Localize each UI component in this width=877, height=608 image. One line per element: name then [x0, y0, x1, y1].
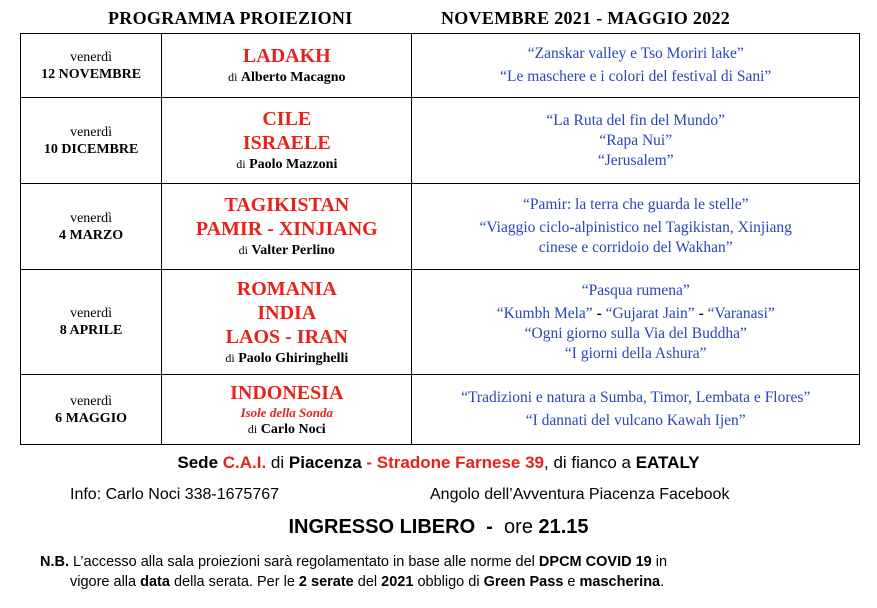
country-cell [162, 34, 412, 98]
films-cell [412, 98, 860, 184]
country-name: CILE [262, 108, 312, 130]
country-name: INDONESIA [230, 381, 344, 404]
event-date: 4 MARZO [58, 227, 124, 243]
film-title: “I giorni della Ashura” [564, 344, 707, 362]
table-row [21, 98, 860, 184]
weekday: venerdì [70, 124, 113, 140]
event-date: 6 MAGGIO [55, 410, 128, 426]
facebook-info: Angolo dell’Avventura Piacenza Facebook [430, 486, 730, 503]
date-cell [21, 375, 162, 445]
header [0, 8, 877, 32]
weekday: venerdì [70, 306, 113, 321]
film-title: “Pamir: la terra che guarda le stelle” [522, 196, 749, 213]
author: di Paolo Ghiringhelli [225, 350, 349, 366]
country-cell [162, 270, 412, 375]
film-title: “Ogni giorno sulla Via del Buddha” [524, 324, 747, 342]
event-date: 8 APRILE [59, 323, 123, 338]
country-name: INDIA [257, 301, 317, 324]
weekday: venerdì [70, 393, 113, 409]
program-title: PROGRAMMA PROIEZIONI [108, 8, 353, 28]
film-title: “Jerusalem” [597, 151, 674, 169]
entry-line: INGRESSO LIBERO - ore 21.15 [288, 516, 589, 538]
author: di Valter Perlino [238, 243, 336, 258]
country-name: LADAKH [242, 45, 331, 67]
weekday: venerdì [70, 210, 113, 226]
date-cell [21, 184, 162, 270]
country-cell [162, 184, 412, 270]
film-title-multi: “Kumbh Mela” - “Gujarat Jain” - “Varanasi” [496, 304, 775, 322]
contact-info: Info: Carlo Noci 338-1675767 [70, 486, 280, 503]
author: di Alberto Macagno [228, 70, 346, 85]
date-cell [21, 270, 162, 375]
country-cell [162, 375, 412, 445]
venue-line: Sede C.A.I. di Piacenza - Stradone Farnese 39, di fianco a EATALY [177, 453, 700, 472]
film-title: “Pasqua rumena” [581, 281, 690, 299]
schedule-table [20, 33, 860, 445]
country-cell [162, 98, 412, 184]
event-date: 10 DICEMBRE [43, 141, 139, 157]
film-title: “Viaggio ciclo-alpinistico nel Tagikistan, Xinjiang [479, 219, 792, 236]
films-cell [412, 270, 860, 375]
table-row [21, 34, 860, 98]
country-name: ROMANIA [236, 277, 337, 300]
film-title: “I dannati del vulcano Kawah Ijen” [525, 412, 746, 429]
film-title: cinese e corridoio del Wakhan” [538, 239, 733, 256]
program-period: NOVEMBRE 2021 - MAGGIO 2022 [441, 8, 731, 28]
film-title: “Zanskar valley e Tso Moriri lake” [527, 45, 744, 62]
films-cell [412, 184, 860, 270]
country-name: ISRAELE [242, 132, 331, 154]
table-row [21, 184, 860, 270]
film-title: “Rapa Nui” [599, 131, 673, 149]
weekday: venerdì [70, 49, 113, 65]
date-cell [21, 34, 162, 98]
film-title: “La Ruta del fin del Mundo” [546, 111, 726, 129]
author: di Carlo Noci [247, 421, 326, 437]
country-name: TAGIKISTAN [224, 194, 350, 216]
table-row [21, 375, 860, 445]
country-subtitle: Isole della Sonda [240, 404, 334, 420]
film-title: “Tradizioni e natura a Sumba, Timor, Lembata e Flores” [461, 389, 811, 406]
country-name: LAOS - IRAN [225, 325, 348, 348]
films-cell [412, 375, 860, 445]
date-cell [21, 98, 162, 184]
event-date: 12 NOVEMBRE [41, 66, 142, 82]
table-row [21, 270, 860, 375]
film-title: “Le maschere e i colori del festival di Sani” [500, 68, 772, 85]
note-paragraph: N.B. L’accesso alla sala proiezioni sarà regolamentato in base alle norme del DPCM COVID 19 in vigore alla data della serata. Per le 2 serate del 2021 obbligo di Green Pass e mascherina. [40, 554, 668, 590]
films-cell [412, 34, 860, 98]
author: di Paolo Mazzoni [236, 157, 338, 172]
country-name: PAMIR - XINJIANG [195, 218, 378, 240]
